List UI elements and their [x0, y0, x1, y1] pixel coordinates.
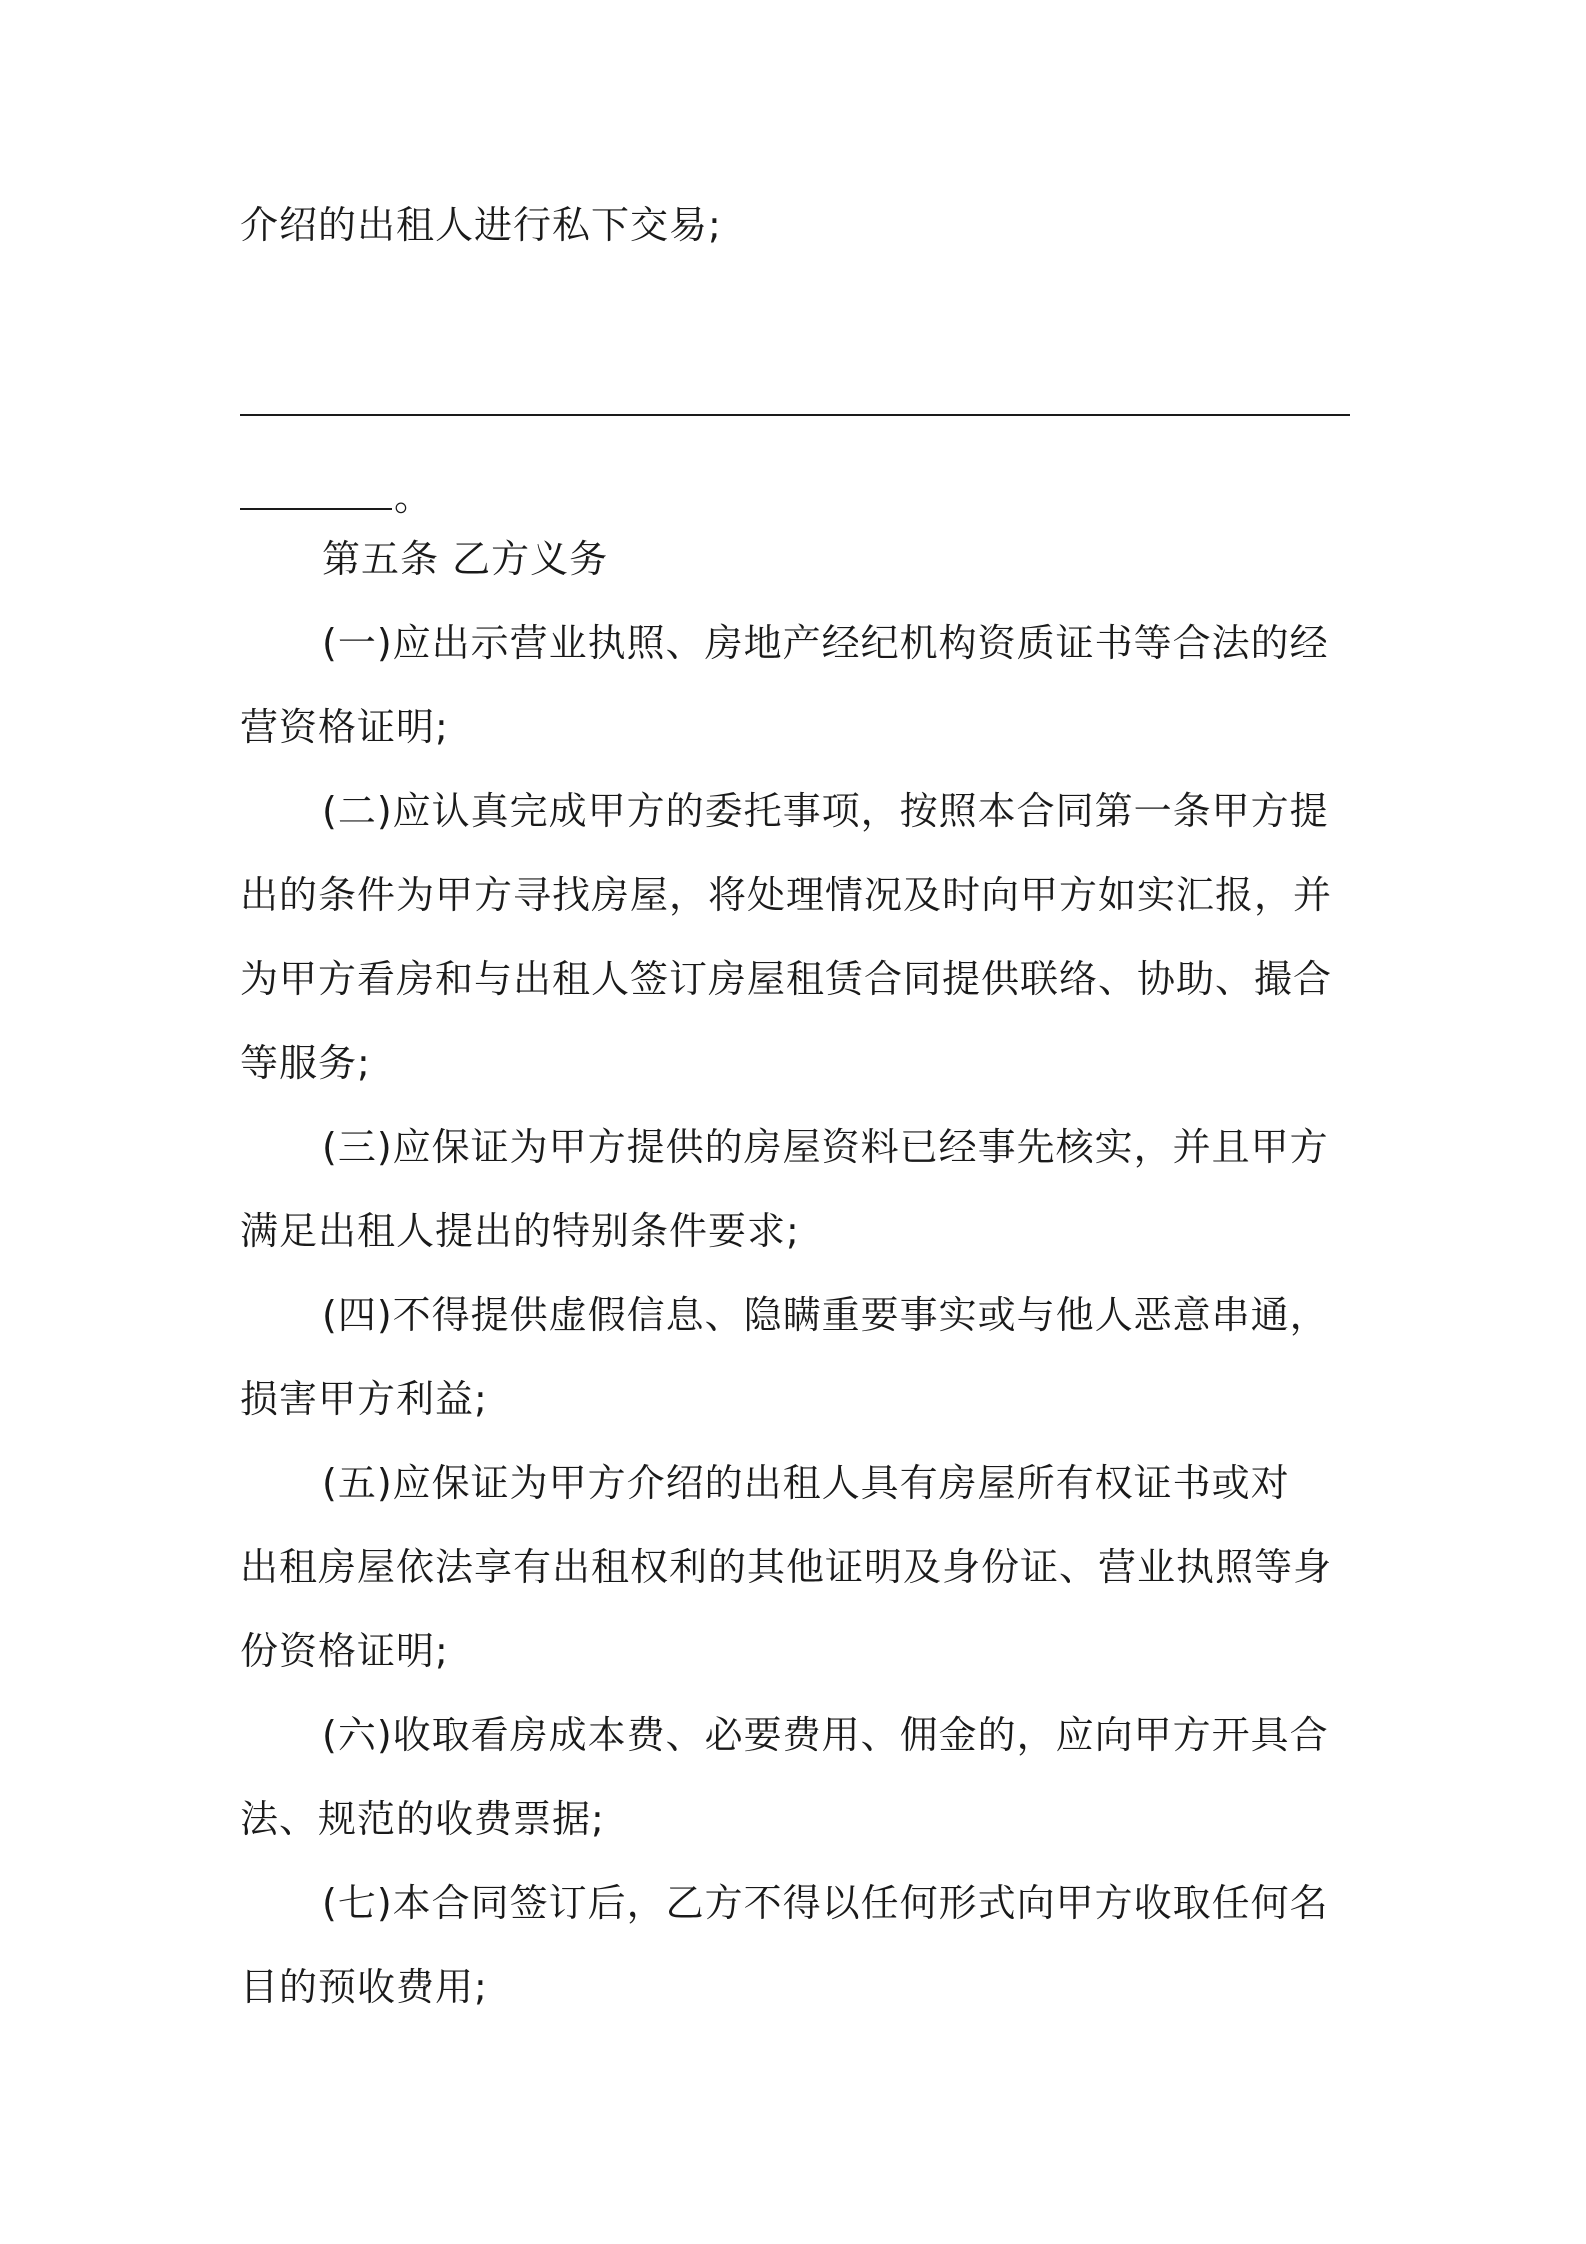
fill-in-blank-short-line — [240, 508, 392, 510]
clause-5-line-3: 份资格证明; — [240, 1629, 449, 1673]
clause-3-line-1: (三)应保证为甲方提供的房屋资料已经事先核实，并且甲方 — [322, 1125, 1329, 1169]
fill-in-blank-end — [240, 474, 432, 520]
clause-2-line-1: (二)应认真完成甲方的委托事项，按照本合同第一条甲方提 — [322, 789, 1329, 833]
clause-2-line-4: 等服务; — [240, 1041, 371, 1085]
text-line: 介绍的出租人进行私下交易; — [240, 203, 722, 247]
clause-1-line-1: (一)应出示营业执照、房地产经纪机构资质证书等合法的经 — [322, 621, 1329, 665]
fill-in-blank-line — [240, 414, 1350, 416]
section-heading: 第五条 乙方义务 — [322, 537, 609, 581]
clause-4-line-2: 损害甲方利益; — [240, 1377, 488, 1421]
clause-6-line-1: (六)收取看房成本费、必要费用、佣金的，应向甲方开具合 — [322, 1713, 1329, 1757]
clause-2-line-2: 出的条件为甲方寻找房屋，将处理情况及时向甲方如实汇报，并 — [240, 873, 1333, 917]
clause-4-line-1: (四)不得提供虚假信息、隐瞒重要事实或与他人恶意串通， — [322, 1293, 1329, 1337]
clause-2-line-3: 为甲方看房和与出租人签订房屋租赁合同提供联络、协助、撮合 — [240, 957, 1333, 1001]
clause-6-line-2: 法、规范的收费票据; — [240, 1797, 605, 1841]
blank-end-punctuation: 。 — [394, 475, 433, 519]
clause-5-line-1: (五)应保证为甲方介绍的出租人具有房屋所有权证书或对 — [322, 1461, 1290, 1505]
clause-5-line-2: 出租房屋依法享有出租权利的其他证明及身份证、营业执照等身 — [240, 1545, 1333, 1589]
clause-7-line-1: (七)本合同签订后，乙方不得以任何形式向甲方收取任何名 — [322, 1881, 1329, 1925]
clause-1-line-2: 营资格证明; — [240, 705, 449, 749]
clause-3-line-2: 满足出租人提出的特别条件要求; — [240, 1209, 800, 1253]
clause-7-line-2: 目的预收费用; — [240, 1965, 488, 2009]
